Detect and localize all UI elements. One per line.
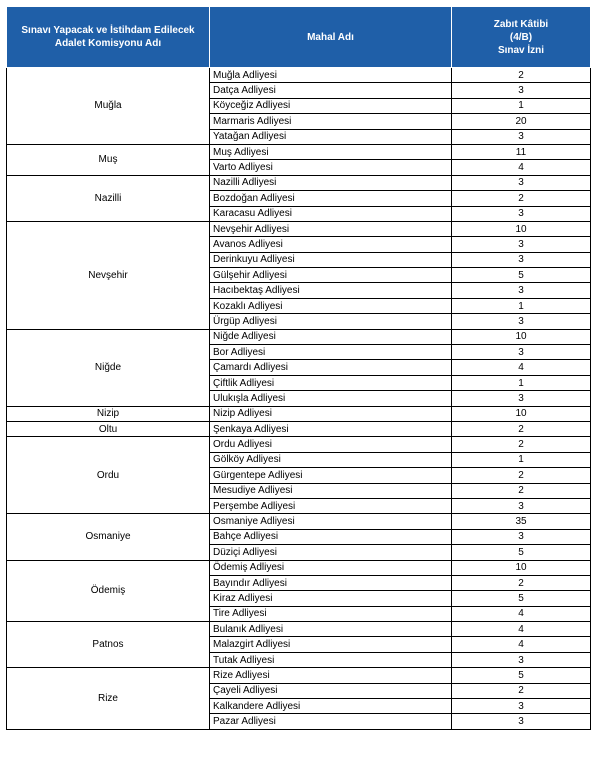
mahal-name: Ürgüp Adliyesi [210, 314, 452, 329]
exam-permit-count: 3 [452, 175, 591, 190]
exam-permit-count: 4 [452, 637, 591, 652]
mahal-name: Gölköy Adliyesi [210, 452, 452, 467]
exam-permit-count: 4 [452, 622, 591, 637]
mahal-name: Marmaris Adliyesi [210, 114, 452, 129]
mahal-name: Mesudiye Adliyesi [210, 483, 452, 498]
mahal-name: Osmaniye Adliyesi [210, 514, 452, 529]
exam-permit-count: 3 [452, 129, 591, 144]
exam-permit-count: 3 [452, 345, 591, 360]
mahal-name: Bayındır Adliyesi [210, 575, 452, 590]
mahal-name: Bor Adliyesi [210, 345, 452, 360]
exam-permit-count: 1 [452, 452, 591, 467]
mahal-name: Gürgentepe Adliyesi [210, 468, 452, 483]
commission-name: Nizip [7, 406, 210, 421]
commission-name: Patnos [7, 622, 210, 668]
header-row [7, 7, 591, 68]
table-row [7, 622, 591, 637]
commission-name: Nevşehir [7, 221, 210, 329]
mahal-name: Nizip Adliyesi [210, 406, 452, 421]
exam-permit-count: 5 [452, 545, 591, 560]
mahal-name: Muğla Adliyesi [210, 68, 452, 83]
header-commission-line-1: Sınavı Yapacak ve İstihdam Edilecek [21, 25, 195, 36]
exam-permit-count: 2 [452, 468, 591, 483]
mahal-name: Pazar Adliyesi [210, 714, 452, 729]
exam-permit-count: 3 [452, 699, 591, 714]
mahal-name: Nevşehir Adliyesi [210, 221, 452, 236]
header-count-line-2: (4/B) [509, 31, 533, 43]
exam-permit-count: 4 [452, 360, 591, 375]
exam-permit-count: 5 [452, 268, 591, 283]
table-row [7, 437, 591, 452]
header-count-line-3: Sınav İzni [497, 44, 545, 56]
exam-permit-count: 2 [452, 437, 591, 452]
mahal-name: Karacasu Adliyesi [210, 206, 452, 221]
header-mahal: Mahal Adı [210, 7, 452, 68]
mahal-name: Derinkuyu Adliyesi [210, 252, 452, 267]
mahal-name: Gülşehir Adliyesi [210, 268, 452, 283]
exam-permit-count: 3 [452, 498, 591, 513]
header-commission-line-2: Adalet Komisyonu Adı [54, 38, 162, 49]
table-row [7, 406, 591, 421]
mahal-name: Ordu Adliyesi [210, 437, 452, 452]
mahal-name: Muş Adliyesi [210, 144, 452, 159]
exam-permit-count: 3 [452, 529, 591, 544]
exam-permit-count: 4 [452, 160, 591, 175]
header-commission [7, 7, 210, 68]
commission-name: Oltu [7, 421, 210, 436]
mahal-name: Malazgirt Adliyesi [210, 637, 452, 652]
exam-permit-count: 1 [452, 98, 591, 113]
table-body [7, 68, 591, 730]
mahal-name: Köyceğiz Adliyesi [210, 98, 452, 113]
mahal-name: Datça Adliyesi [210, 83, 452, 98]
mahal-name: Şenkaya Adliyesi [210, 421, 452, 436]
commission-name: Muğla [7, 68, 210, 145]
commission-name: Rize [7, 668, 210, 730]
commission-name: Nazilli [7, 175, 210, 221]
exam-permit-count: 11 [452, 144, 591, 159]
exam-permit-count: 2 [452, 421, 591, 436]
mahal-name: Tutak Adliyesi [210, 652, 452, 667]
mahal-name: Nazilli Adliyesi [210, 175, 452, 190]
mahal-name: Tire Adliyesi [210, 606, 452, 621]
table-row [7, 329, 591, 344]
mahal-name: Bozdoğan Adliyesi [210, 191, 452, 206]
exam-permit-count: 2 [452, 483, 591, 498]
exam-permit-count: 3 [452, 714, 591, 729]
table-row [7, 221, 591, 236]
header-count [452, 7, 591, 68]
exam-permit-count: 3 [452, 652, 591, 667]
mahal-name: Çamardı Adliyesi [210, 360, 452, 375]
exam-permit-count: 3 [452, 206, 591, 221]
table-row [7, 68, 591, 83]
exam-permit-count: 2 [452, 683, 591, 698]
mahal-name: Kozaklı Adliyesi [210, 298, 452, 313]
table-row [7, 560, 591, 575]
mahal-name: Perşembe Adliyesi [210, 498, 452, 513]
table-row [7, 514, 591, 529]
exam-permit-count: 2 [452, 68, 591, 83]
mahal-name: Çiftlik Adliyesi [210, 375, 452, 390]
commission-name: Ordu [7, 437, 210, 514]
mahal-name: Ödemiş Adliyesi [210, 560, 452, 575]
mahal-name: Rize Adliyesi [210, 668, 452, 683]
exam-permit-count: 20 [452, 114, 591, 129]
mahal-name: Varto Adliyesi [210, 160, 452, 175]
exam-permit-count: 4 [452, 606, 591, 621]
mahal-name: Avanos Adliyesi [210, 237, 452, 252]
commission-name: Muş [7, 144, 210, 175]
mahal-name: Kiraz Adliyesi [210, 591, 452, 606]
mahal-name: Bahçe Adliyesi [210, 529, 452, 544]
commission-name: Niğde [7, 329, 210, 406]
exam-permit-count: 3 [452, 83, 591, 98]
exam-permit-count: 35 [452, 514, 591, 529]
mahal-name: Çayeli Adliyesi [210, 683, 452, 698]
mahal-name: Ulukışla Adliyesi [210, 391, 452, 406]
exam-permit-count: 3 [452, 237, 591, 252]
table-row [7, 175, 591, 190]
commission-name: Ödemiş [7, 560, 210, 622]
exam-permit-count: 10 [452, 406, 591, 421]
mahal-name: Hacıbektaş Adliyesi [210, 283, 452, 298]
exam-permit-count: 3 [452, 314, 591, 329]
exam-permit-count: 10 [452, 560, 591, 575]
commission-name: Osmaniye [7, 514, 210, 560]
exam-permit-count: 5 [452, 668, 591, 683]
exam-permit-count: 10 [452, 221, 591, 236]
exam-permit-count: 3 [452, 391, 591, 406]
exam-permit-count: 3 [452, 252, 591, 267]
exam-permit-count: 1 [452, 298, 591, 313]
mahal-name: Düziçi Adliyesi [210, 545, 452, 560]
mahal-name: Niğde Adliyesi [210, 329, 452, 344]
exam-permit-count: 2 [452, 575, 591, 590]
header-count-line-1: Zabıt Kâtibi [493, 18, 549, 30]
exam-permit-count: 10 [452, 329, 591, 344]
table-row [7, 421, 591, 436]
table-row [7, 144, 591, 159]
table-row [7, 668, 591, 683]
commission-table [6, 6, 591, 730]
exam-permit-count: 5 [452, 591, 591, 606]
mahal-name: Yatağan Adliyesi [210, 129, 452, 144]
exam-permit-count: 1 [452, 375, 591, 390]
exam-permit-count: 3 [452, 283, 591, 298]
exam-permit-count: 2 [452, 191, 591, 206]
mahal-name: Kalkandere Adliyesi [210, 699, 452, 714]
mahal-name: Bulanık Adliyesi [210, 622, 452, 637]
